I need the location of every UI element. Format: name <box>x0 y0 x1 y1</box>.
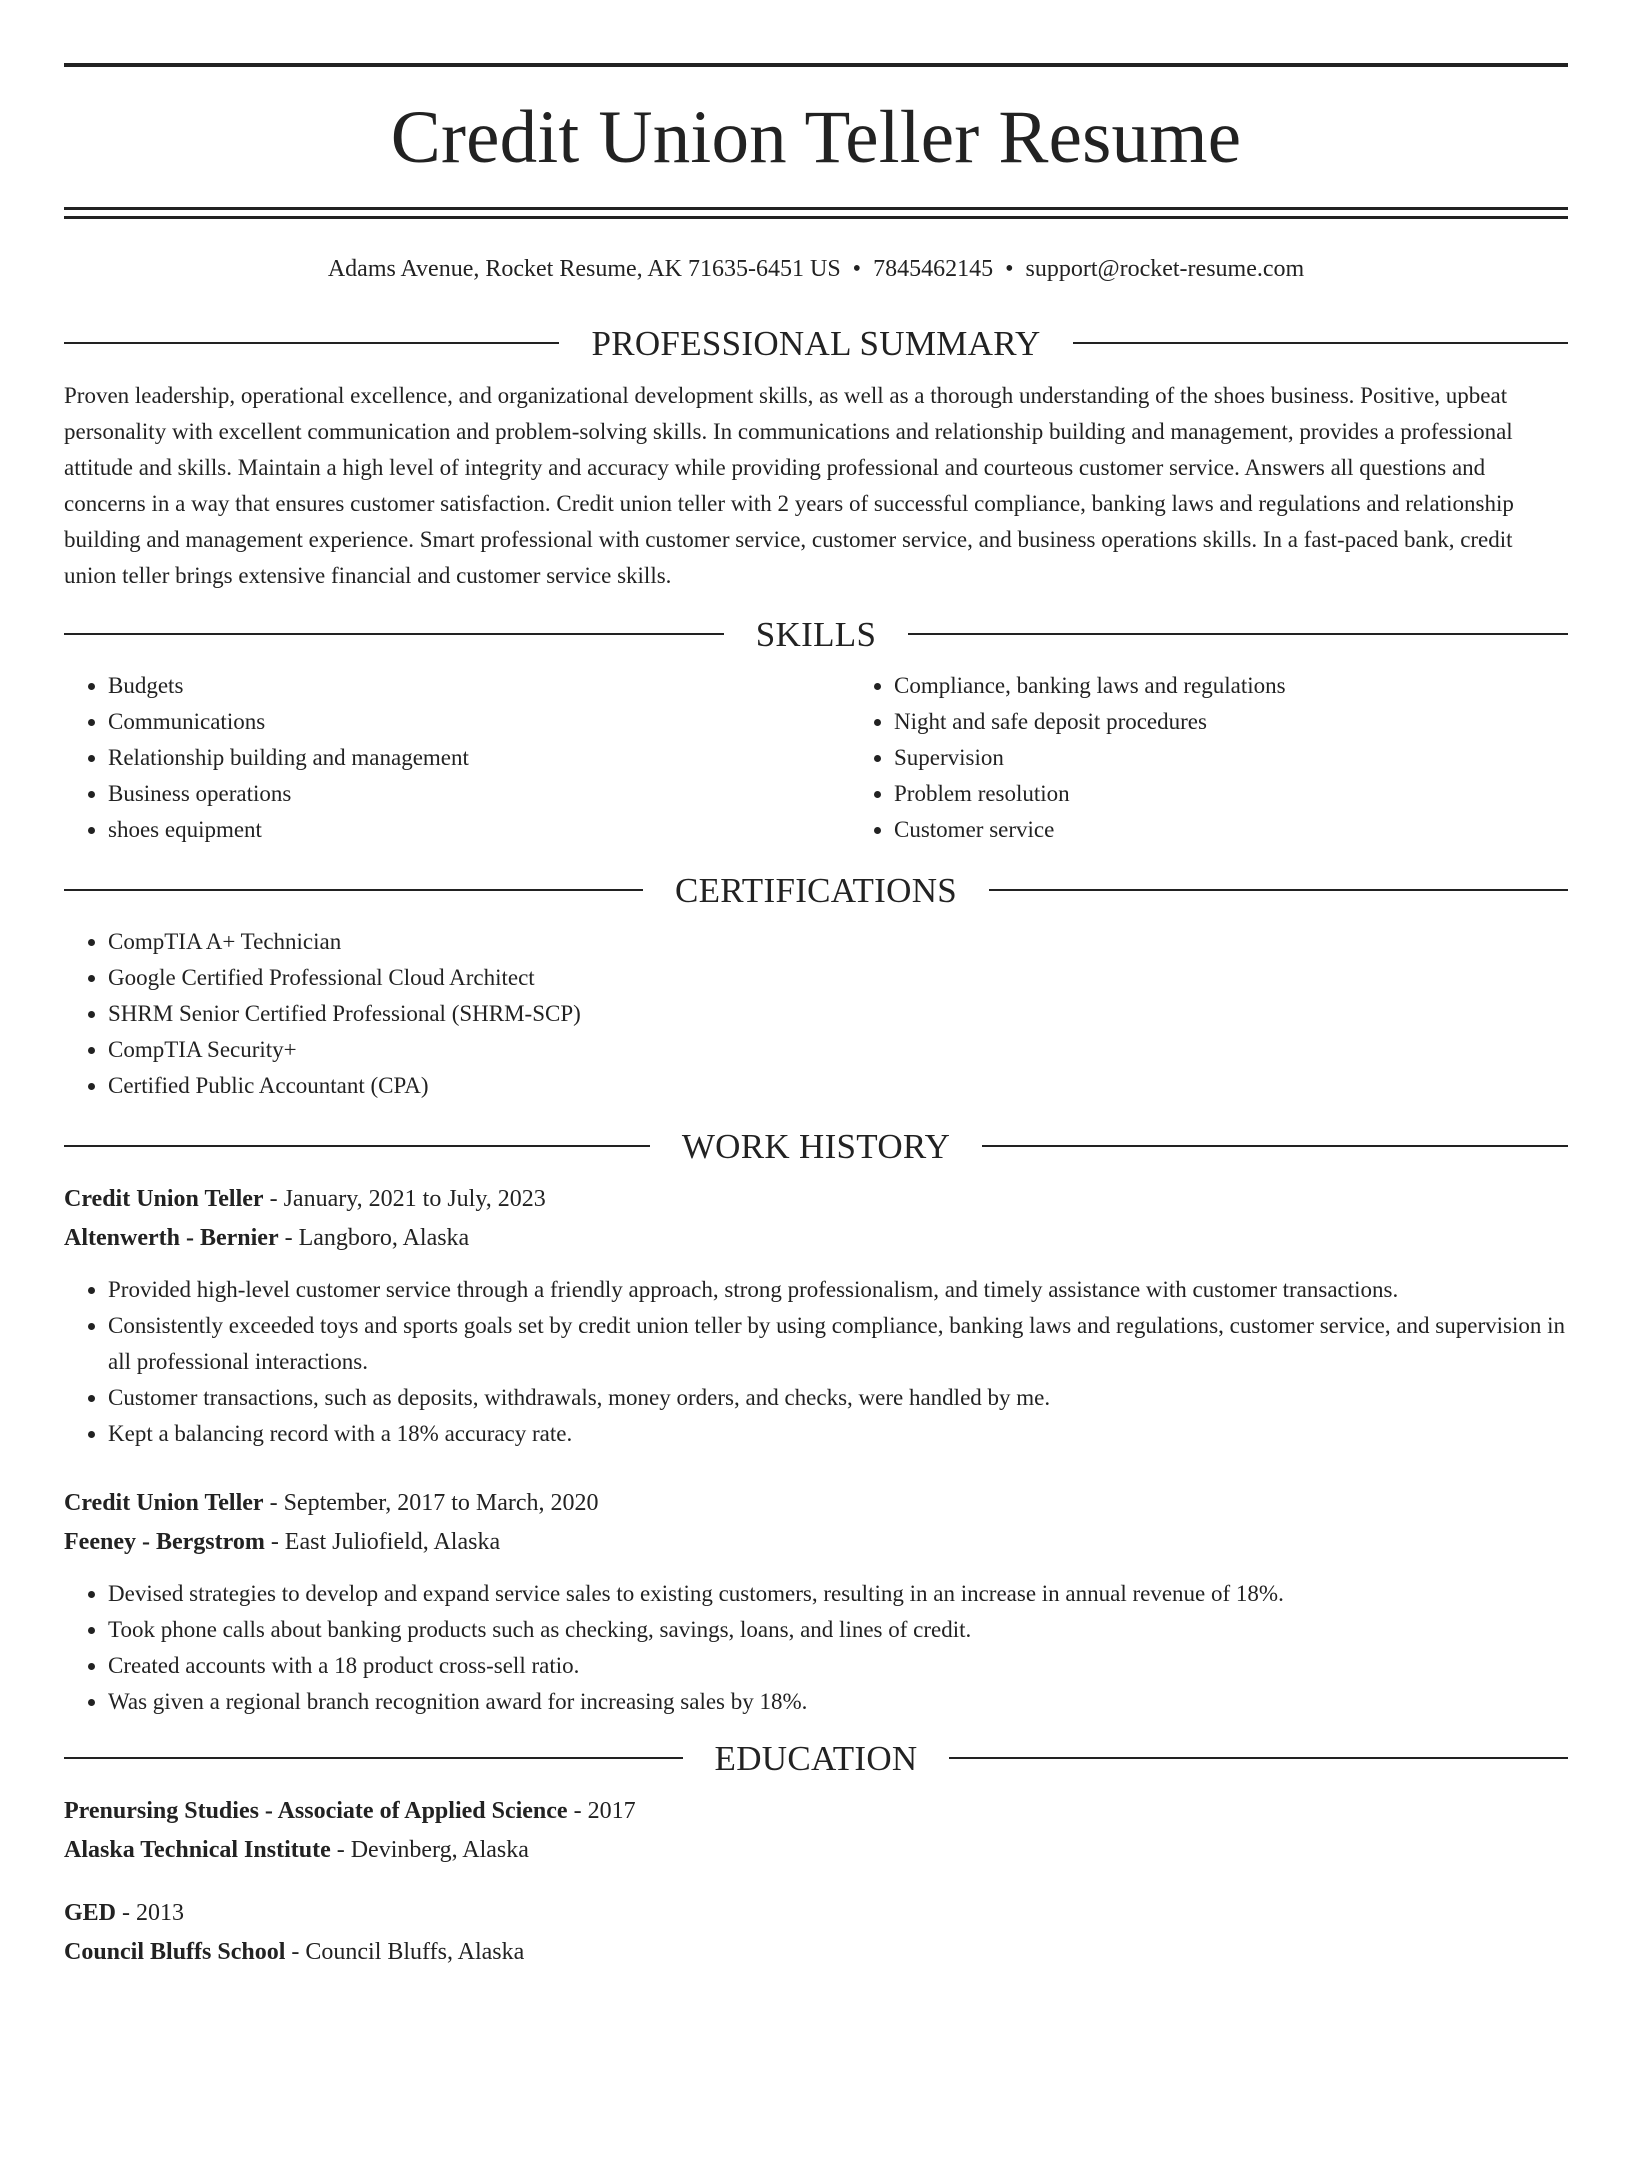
heading-rule <box>64 633 724 635</box>
contact-email: support@rocket-resume.com <box>1025 256 1305 282</box>
job-bullet: • Provided high-level customer service through a friendly approach, strong professionalism, and timely assistance with customer transactions. <box>108 1272 1568 1308</box>
job-bullet: • Consistently exceeded toys and sports goals set by credit union teller by using compliance, banking laws and regulations, customer service, and supervision in all professional interactions. <box>108 1308 1568 1380</box>
education-entry <box>64 1894 1568 1972</box>
heading-rule <box>908 633 1568 635</box>
education-degree-line <box>64 1894 1568 1933</box>
page-title: Credit Union Teller Resume <box>390 96 1242 179</box>
job-location: - Langboro, Alaska <box>278 1225 470 1251</box>
certification-item: • Google Certified Professional Cloud Architect <box>108 960 1568 996</box>
job-bullets <box>64 1576 1568 1720</box>
job-title: Credit Union Teller <box>64 1490 264 1516</box>
education-school: Alaska Technical Institute <box>64 1837 331 1863</box>
heading-rule <box>949 1757 1568 1759</box>
certification-item: • CompTIA Security+ <box>108 1032 1568 1068</box>
job-entry <box>64 1180 1568 1452</box>
job-bullet: • Took phone calls about banking products such as checking, savings, loans, and lines of credit. <box>108 1612 1568 1648</box>
certification-item: • Certified Public Accountant (CPA) <box>108 1068 1568 1104</box>
heading-rule <box>64 1757 683 1759</box>
education-school-line <box>64 1831 1568 1870</box>
heading-rule <box>64 1145 650 1147</box>
section-heading-certifications <box>64 870 1568 910</box>
section-title: WORK HISTORY <box>681 1126 951 1166</box>
skill-item: • Problem resolution <box>894 776 1568 812</box>
section-heading-education <box>64 1738 1568 1778</box>
section-title: SKILLS <box>755 614 877 654</box>
education-school-line <box>64 1933 1568 1972</box>
job-company: Feeney - Bergstrom <box>64 1529 265 1555</box>
education-year: - 2013 <box>116 1900 185 1926</box>
job-bullet: • Was given a regional branch recognition award for increasing sales by 18%. <box>108 1684 1568 1720</box>
section-title: PROFESSIONAL SUMMARY <box>591 323 1041 363</box>
section-heading-work-history <box>64 1126 1568 1166</box>
heading-rule <box>64 889 643 891</box>
skill-item: • Relationship building and management <box>108 740 850 776</box>
heading-rule <box>982 1145 1568 1147</box>
education-degree: Prenursing Studies - Associate of Applied Science <box>64 1798 568 1824</box>
education-year: - 2017 <box>567 1798 636 1824</box>
skill-item: • Supervision <box>894 740 1568 776</box>
heading-rule <box>989 889 1568 891</box>
title-rule-upper <box>64 207 1568 210</box>
heading-rule <box>1073 342 1568 344</box>
job-entry <box>64 1484 1568 1720</box>
certifications-list <box>64 924 1568 1104</box>
section-title: EDUCATION <box>714 1738 918 1778</box>
resume-page <box>0 63 1632 2175</box>
job-bullet: • Kept a balancing record with a 18% accuracy rate. <box>108 1416 1568 1452</box>
job-location: - East Juliofield, Alaska <box>264 1529 501 1555</box>
contact-separator: • <box>1005 256 1014 282</box>
skill-item: • Communications <box>108 704 850 740</box>
job-title: Credit Union Teller <box>64 1186 264 1212</box>
contact-phone: 7845462145 <box>873 256 994 282</box>
education-location: - Devinberg, Alaska <box>330 1837 529 1863</box>
job-bullet: • Devised strategies to develop and expand service sales to existing customers, resulting in an increase in annual revenue of 18%. <box>108 1576 1568 1612</box>
certification-item: • SHRM Senior Certified Professional (SHRM-SCP) <box>108 996 1568 1032</box>
contact-separator: • <box>852 256 862 282</box>
skill-item: • Night and safe deposit procedures <box>894 704 1568 740</box>
certification-item: • CompTIA A+ Technician <box>108 924 1568 960</box>
skill-item: • shoes equipment <box>108 812 850 848</box>
education-entry <box>64 1792 1568 1870</box>
education-degree-line <box>64 1792 1568 1831</box>
job-dates: - September, 2017 to March, 2020 <box>263 1490 599 1516</box>
job-company-line <box>64 1523 1568 1562</box>
section-heading-skills <box>64 614 1568 654</box>
contact-line <box>64 219 1568 287</box>
education-school: Council Bluffs School <box>64 1939 286 1965</box>
skills-list-left <box>64 668 850 848</box>
contact-address: Adams Avenue, Rocket Resume, AK 71635-6451 US <box>327 256 841 282</box>
job-title-line <box>64 1484 1568 1523</box>
skills-list-right <box>850 668 1568 848</box>
skills-columns <box>64 668 1568 848</box>
section-title: CERTIFICATIONS <box>674 870 958 910</box>
skill-item: • Compliance, banking laws and regulations <box>894 668 1568 704</box>
job-title-line <box>64 1180 1568 1219</box>
job-dates: - January, 2021 to July, 2023 <box>263 1186 546 1212</box>
job-bullet: • Customer transactions, such as deposits, withdrawals, money orders, and checks, were handled by me. <box>108 1380 1568 1416</box>
skill-item: • Customer service <box>894 812 1568 848</box>
summary-text: Proven leadership, operational excellence, and organizational development skills, as well as a thorough understanding of the shoes business. Positive, upbeat personality with excellent communication and problem-solving skills. In communications and relationship building and management, provides a professional attitude and skills. Maintain a high level of integrity and accuracy while providing professional and courteous customer service. Answers all questions and concerns in a way that ensures customer satisfaction. Credit union teller with 2 years of successful compliance, banking laws and regulations and relationship building and management experience. Smart professional with customer service, customer service, and business operations skills. In a fast-paced bank, credit union teller brings extensive financial and customer service skills. <box>64 383 1514 588</box>
education-degree: GED <box>64 1900 117 1926</box>
section-heading-summary <box>64 323 1568 363</box>
job-company: Altenwerth - Bernier <box>64 1225 279 1251</box>
job-company-line <box>64 1219 1568 1258</box>
skill-item: • Business operations <box>108 776 850 812</box>
education-location: - Council Bluffs, Alaska <box>285 1939 525 1965</box>
job-bullet: • Created accounts with a 18 product cross-sell ratio. <box>108 1648 1568 1684</box>
skill-item: • Budgets <box>108 668 850 704</box>
job-bullets <box>64 1272 1568 1452</box>
heading-rule <box>64 342 559 344</box>
